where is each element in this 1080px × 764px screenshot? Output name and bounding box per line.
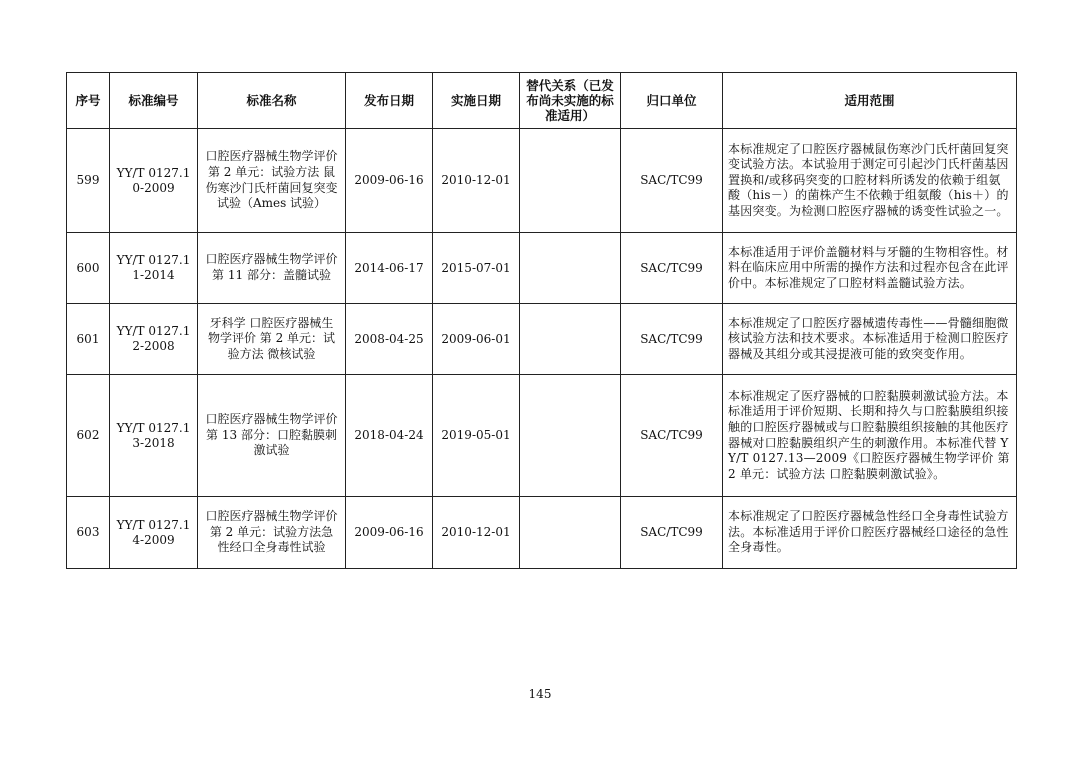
- header-replacement: 替代关系（已发布尚未实施的标准适用）: [520, 73, 621, 129]
- cell-scope: 本标准规定了口腔医疗器械急性经口全身毒性试验方法。本标准适用于评价口腔医疗器械经口途径的急性全身毒性。: [723, 497, 1017, 569]
- cell-publish-date: 2009-06-16: [346, 497, 433, 569]
- cell-unit: SAC/TC99: [621, 375, 723, 497]
- standards-table: [66, 72, 1017, 569]
- cell-seq: 603: [67, 497, 110, 569]
- cell-effective-date: 2010-12-01: [433, 129, 520, 233]
- cell-publish-date: 2009-06-16: [346, 129, 433, 233]
- cell-effective-date: 2015-07-01: [433, 233, 520, 304]
- cell-scope: 本标准适用于评价盖髓材料与牙髓的生物相容性。材料在临床应用中所需的操作方法和过程亦包含在此评价中。本标准规定了口腔材料盖髓试验方法。: [723, 233, 1017, 304]
- cell-unit: SAC/TC99: [621, 304, 723, 375]
- page-number: 145: [528, 687, 552, 701]
- cell-code: YY/T 0127.12-2008: [110, 304, 198, 375]
- cell-code: YY/T 0127.11-2014: [110, 233, 198, 304]
- cell-name: 口腔医疗器械生物学评价 第 13 部分：口腔黏膜刺激试验: [198, 375, 346, 497]
- table-row: [67, 375, 1017, 497]
- cell-effective-date: 2010-12-01: [433, 497, 520, 569]
- header-publish-date: 发布日期: [346, 73, 433, 129]
- header-scope: 适用范围: [723, 73, 1017, 129]
- cell-unit: SAC/TC99: [621, 129, 723, 233]
- cell-replacement: [520, 233, 621, 304]
- cell-unit: SAC/TC99: [621, 233, 723, 304]
- cell-unit: SAC/TC99: [621, 497, 723, 569]
- header-name: 标准名称: [198, 73, 346, 129]
- cell-effective-date: 2009-06-01: [433, 304, 520, 375]
- cell-scope: 本标准规定了医疗器械的口腔黏膜刺激试验方法。本标准适用于评价短期、长期和持久与口腔黏膜组织接触的口腔医疗器械或与口腔黏膜组织接触的其他医疗器械对口腔黏膜组织产生的刺激作用。本标准代替 YY/T 0127.13—2009《口腔医疗器械生物学评价 第 2 单元：试验方法 口腔黏膜刺激试验》。: [723, 375, 1017, 497]
- cell-code: YY/T 0127.14-2009: [110, 497, 198, 569]
- cell-replacement: [520, 375, 621, 497]
- cell-replacement: [520, 304, 621, 375]
- cell-replacement: [520, 129, 621, 233]
- header-seq: 序号: [67, 73, 110, 129]
- cell-seq: 600: [67, 233, 110, 304]
- header-code: 标准编号: [110, 73, 198, 129]
- cell-name: 口腔医疗器械生物学评价 第 11 部分：盖髓试验: [198, 233, 346, 304]
- cell-code: YY/T 0127.13-2018: [110, 375, 198, 497]
- cell-scope: 本标准规定了口腔医疗器械遗传毒性——骨髓细胞微核试验方法和技术要求。本标准适用于检测口腔医疗器械及其组分或其浸提液可能的致突变作用。: [723, 304, 1017, 375]
- cell-publish-date: 2014-06-17: [346, 233, 433, 304]
- cell-replacement: [520, 497, 621, 569]
- cell-name: 牙科学 口腔医疗器械生物学评价 第 2 单元：试验方法 微核试验: [198, 304, 346, 375]
- header-row: [67, 73, 1017, 129]
- cell-publish-date: 2018-04-24: [346, 375, 433, 497]
- cell-effective-date: 2019-05-01: [433, 375, 520, 497]
- table-row: [67, 304, 1017, 375]
- header-unit: 归口单位: [621, 73, 723, 129]
- table-row: [67, 129, 1017, 233]
- cell-name: 口腔医疗器械生物学评价第 2 单元：试验方法急性经口全身毒性试验: [198, 497, 346, 569]
- header-effective-date: 实施日期: [433, 73, 520, 129]
- cell-seq: 601: [67, 304, 110, 375]
- cell-seq: 599: [67, 129, 110, 233]
- cell-seq: 602: [67, 375, 110, 497]
- table-row: [67, 233, 1017, 304]
- cell-name: 口腔医疗器械生物学评价第 2 单元：试验方法 鼠伤寒沙门氏杆菌回复突变试验（Ames 试验）: [198, 129, 346, 233]
- cell-publish-date: 2008-04-25: [346, 304, 433, 375]
- table-row: [67, 497, 1017, 569]
- cell-code: YY/T 0127.10-2009: [110, 129, 198, 233]
- cell-scope: 本标准规定了口腔医疗器械鼠伤寒沙门氏杆菌回复突变试验方法。本试验用于测定可引起沙门氏杆菌基因置换和/或移码突变的口腔材料所诱发的依赖于组氨酸（his－）的菌株产生不依赖于组氨酸（his＋）的基因突变。为检测口腔医疗器械的诱变性试验之一。: [723, 129, 1017, 233]
